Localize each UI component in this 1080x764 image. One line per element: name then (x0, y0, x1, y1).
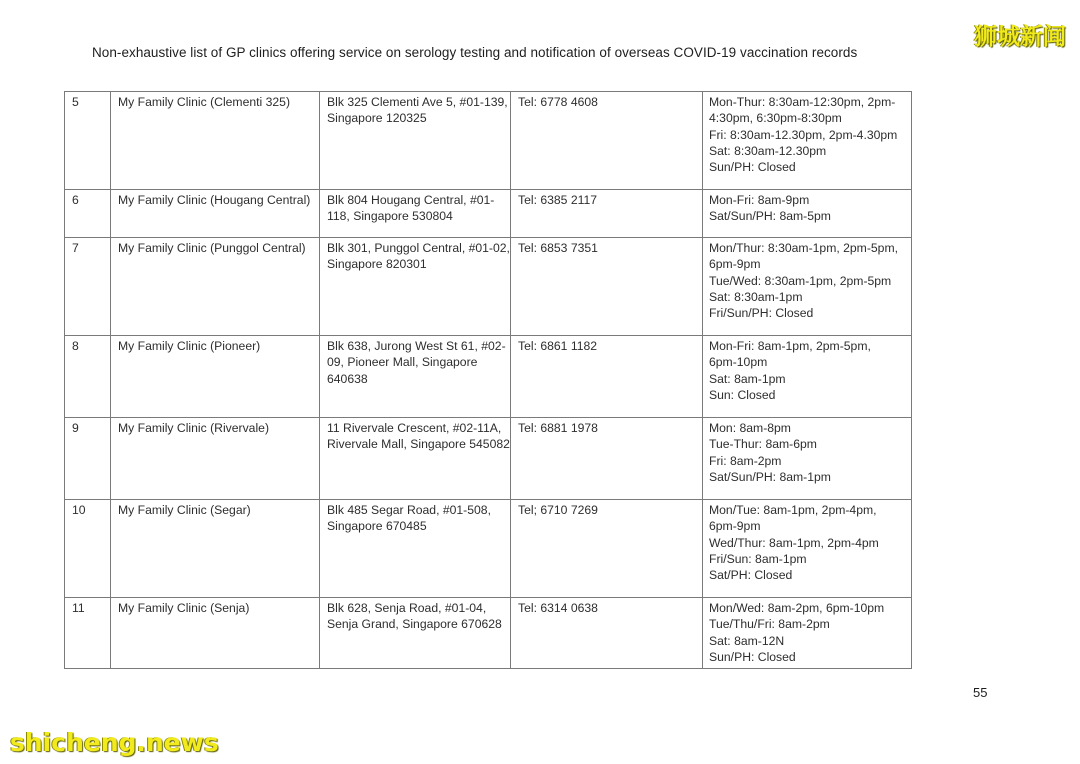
hours-line: Mon-Thur: 8:30am-12:30pm, 2pm- (709, 95, 896, 109)
clinic-hours (703, 190, 912, 238)
hours-line: 4:30pm, 6:30pm-8:30pm (709, 111, 842, 126)
table-row (65, 598, 912, 669)
clinic-name: My Family Clinic (Punggol Central) (111, 238, 320, 336)
address-line: 09, Pioneer Mall, Singapore (327, 355, 478, 370)
address-line: 640638 (327, 371, 368, 386)
hours-line: Mon: 8am-8pm (709, 421, 791, 435)
address-line: 118, Singapore 530804 (327, 209, 453, 224)
hours-line: Sun/PH: Closed (709, 649, 796, 664)
address-line: 11 Rivervale Crescent, #02-11A, (327, 421, 502, 435)
table-row (65, 190, 912, 238)
clinic-name: My Family Clinic (Hougang Central) (111, 190, 320, 238)
clinic-number: 9 (65, 418, 111, 500)
page-number: 55 (973, 685, 988, 700)
hours-line: Fri/Sun: 8am-1pm (709, 551, 807, 566)
address-line: Blk 485 Segar Road, #01-508, (327, 503, 491, 517)
clinic-address (320, 238, 511, 336)
address-line: Singapore 820301 (327, 257, 427, 272)
clinic-name: My Family Clinic (Rivervale) (111, 418, 320, 500)
clinic-address (320, 336, 511, 418)
table-row (65, 336, 912, 418)
hours-line: 6pm-9pm (709, 519, 761, 534)
hours-line: Mon-Fri: 8am-1pm, 2pm-5pm, (709, 339, 871, 353)
hours-line: Fri: 8am-2pm (709, 453, 782, 468)
clinic-tel: Tel: 6314 0638 (511, 598, 703, 669)
hours-line: Sun/PH: Closed (709, 160, 796, 175)
clinic-hours (703, 336, 912, 418)
clinic-number: 5 (65, 92, 111, 190)
hours-line: 6pm-10pm (709, 355, 768, 370)
clinic-address (320, 598, 511, 669)
address-line: Blk 628, Senja Road, #01-04, (327, 601, 487, 615)
clinic-address (320, 418, 511, 500)
hours-line: Sun: Closed (709, 387, 776, 402)
clinic-tel: Tel: 6385 2117 (511, 190, 703, 238)
clinic-address (320, 92, 511, 190)
table-row (65, 500, 912, 598)
hours-line: Fri/Sun/PH: Closed (709, 306, 814, 321)
clinic-number: 11 (65, 598, 111, 669)
hours-line: Mon-Fri: 8am-9pm (709, 193, 810, 207)
page-title: Non-exhaustive list of GP clinics offering service on serology testing and notification of overseas COVID-19 vaccination records (92, 45, 858, 60)
hours-line: Sat: 8am-12N (709, 633, 785, 648)
hours-line: Wed/Thur: 8am-1pm, 2pm-4pm (709, 535, 879, 550)
hours-line: Fri: 8:30am-12.30pm, 2pm-4.30pm (709, 127, 898, 142)
clinic-name: My Family Clinic (Pioneer) (111, 336, 320, 418)
hours-line: Tue/Wed: 8:30am-1pm, 2pm-5pm (709, 273, 892, 288)
hours-line: Sat: 8:30am-12.30pm (709, 143, 827, 158)
clinic-address (320, 500, 511, 598)
table-row (65, 238, 912, 336)
clinic-hours (703, 598, 912, 669)
clinic-tel: Tel: 6778 4608 (511, 92, 703, 190)
clinic-address (320, 190, 511, 238)
clinic-hours (703, 500, 912, 598)
clinic-hours (703, 92, 912, 190)
table-row (65, 92, 912, 190)
hours-line: Sat/Sun/PH: 8am-5pm (709, 209, 831, 224)
hours-line: Mon/Thur: 8:30am-1pm, 2pm-5pm, (709, 241, 898, 255)
address-line: Senja Grand, Singapore 670628 (327, 617, 502, 632)
clinic-tel: Tel: 6881 1978 (511, 418, 703, 500)
hours-line: Mon/Tue: 8am-1pm, 2pm-4pm, (709, 503, 877, 517)
clinic-table (64, 91, 912, 669)
hours-line: Tue-Thur: 8am-6pm (709, 437, 817, 452)
watermark-site-text: shicheng.news (10, 728, 219, 757)
address-line: Blk 804 Hougang Central, #01- (327, 193, 495, 207)
address-line: Blk 301, Punggol Central, #01-02, (327, 241, 510, 255)
clinic-hours (703, 418, 912, 500)
clinic-hours (703, 238, 912, 336)
address-line: Singapore 670485 (327, 519, 427, 534)
clinic-name: My Family Clinic (Clementi 325) (111, 92, 320, 190)
hours-line: Sat: 8am-1pm (709, 371, 786, 386)
address-line: Blk 325 Clementi Ave 5, #01-139, (327, 95, 508, 109)
address-line: Singapore 120325 (327, 111, 427, 126)
hours-line: Tue/Thu/Fri: 8am-2pm (709, 617, 830, 632)
clinic-number: 7 (65, 238, 111, 336)
hours-line: Sat/PH: Closed (709, 568, 793, 583)
hours-line: Mon/Wed: 8am-2pm, 6pm-10pm (709, 601, 885, 615)
clinic-number: 10 (65, 500, 111, 598)
hours-line: Sat: 8:30am-1pm (709, 289, 803, 304)
clinic-name: My Family Clinic (Senja) (111, 598, 320, 669)
clinic-number: 8 (65, 336, 111, 418)
clinic-tel: Tel; 6710 7269 (511, 500, 703, 598)
hours-line: 6pm-9pm (709, 257, 761, 272)
table-row (65, 418, 912, 500)
clinic-number: 6 (65, 190, 111, 238)
address-line: Blk 638, Jurong West St 61, #02- (327, 339, 506, 353)
address-line: Rivervale Mall, Singapore 545082 (327, 437, 510, 452)
clinic-table-body (65, 92, 912, 669)
clinic-tel: Tel: 6861 1182 (511, 336, 703, 418)
watermark-logo-text: 狮城新闻 (974, 24, 1066, 50)
hours-line: Sat/Sun/PH: 8am-1pm (709, 469, 831, 484)
clinic-tel: Tel: 6853 7351 (511, 238, 703, 336)
clinic-name: My Family Clinic (Segar) (111, 500, 320, 598)
